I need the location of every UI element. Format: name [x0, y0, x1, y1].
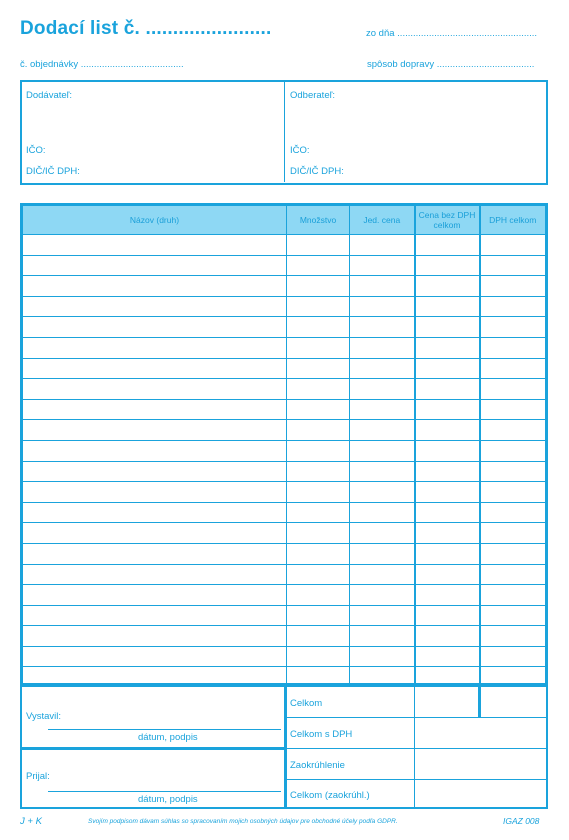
column-header-vat-total: DPH celkom: [480, 206, 546, 235]
received-date-sign-label: dátum, podpis: [138, 794, 198, 805]
table-cell[interactable]: [415, 585, 480, 606]
table-cell[interactable]: [23, 461, 287, 482]
table-cell[interactable]: [23, 255, 287, 276]
issued-date-sign-label: dátum, podpis: [138, 732, 198, 743]
table-cell[interactable]: [287, 482, 350, 503]
table-cell[interactable]: [350, 585, 415, 606]
items-table-box: [20, 203, 548, 685]
table-cell[interactable]: [350, 523, 415, 544]
table-cell[interactable]: [287, 420, 350, 441]
table-cell[interactable]: [480, 337, 546, 358]
table-row: [23, 543, 546, 564]
parties-box: [20, 80, 548, 185]
table-cell[interactable]: [415, 667, 480, 685]
table-row: [23, 461, 546, 482]
table-cell[interactable]: [480, 317, 546, 338]
items-body: [23, 235, 546, 686]
table-cell[interactable]: [23, 543, 287, 564]
customer-label[interactable]: Odberateľ:: [290, 90, 336, 101]
table-cell[interactable]: [480, 667, 546, 685]
table-row: [23, 337, 546, 358]
table-cell[interactable]: [350, 667, 415, 685]
table-cell[interactable]: [480, 482, 546, 503]
column-header-name: Názov (druh): [23, 206, 287, 235]
table-cell[interactable]: [415, 255, 480, 276]
table-cell[interactable]: [23, 482, 287, 503]
table-cell[interactable]: [480, 358, 546, 379]
table-cell[interactable]: [350, 255, 415, 276]
table-row: [23, 276, 546, 297]
total-with-vat-label[interactable]: Celkom s DPH: [290, 729, 353, 740]
table-cell[interactable]: [415, 296, 480, 317]
table-cell[interactable]: [350, 461, 415, 482]
table-cell[interactable]: [287, 379, 350, 400]
table-row: [23, 420, 546, 441]
table-cell[interactable]: [350, 420, 415, 441]
totals-row-line-2: [286, 748, 548, 749]
table-cell[interactable]: [480, 440, 546, 461]
table-cell[interactable]: [287, 235, 350, 256]
table-cell[interactable]: [415, 358, 480, 379]
rounding-label[interactable]: Zaokrúhlenie: [290, 760, 345, 771]
table-cell[interactable]: [350, 296, 415, 317]
table-cell[interactable]: [415, 276, 480, 297]
table-cell[interactable]: [23, 296, 287, 317]
table-cell[interactable]: [350, 235, 415, 256]
table-cell[interactable]: [350, 399, 415, 420]
table-cell[interactable]: [23, 440, 287, 461]
table-cell[interactable]: [350, 543, 415, 564]
table-cell[interactable]: [350, 358, 415, 379]
table-cell[interactable]: [350, 337, 415, 358]
form-code: IGAZ 008: [503, 816, 540, 826]
table-row: [23, 255, 546, 276]
received-signature-line: [48, 791, 281, 792]
customer-dic-label[interactable]: DIČ/IČ DPH:: [290, 166, 344, 177]
footer-box: [20, 685, 548, 809]
table-cell[interactable]: [480, 605, 546, 626]
table-cell[interactable]: [480, 379, 546, 400]
parties-divider: [284, 82, 285, 182]
table-cell[interactable]: [480, 585, 546, 606]
table-cell[interactable]: [350, 646, 415, 667]
table-cell[interactable]: [23, 605, 287, 626]
table-cell[interactable]: [480, 235, 546, 256]
table-cell[interactable]: [480, 255, 546, 276]
table-cell[interactable]: [23, 317, 287, 338]
table-cell[interactable]: [287, 564, 350, 585]
table-cell[interactable]: [480, 296, 546, 317]
table-cell[interactable]: [415, 482, 480, 503]
table-cell[interactable]: [415, 235, 480, 256]
table-cell[interactable]: [23, 585, 287, 606]
table-cell[interactable]: [23, 379, 287, 400]
table-cell[interactable]: [287, 358, 350, 379]
table-cell[interactable]: [23, 420, 287, 441]
table-cell[interactable]: [287, 440, 350, 461]
table-cell[interactable]: [287, 255, 350, 276]
table-cell[interactable]: [480, 461, 546, 482]
table-row: [23, 482, 546, 503]
table-row: [23, 605, 546, 626]
table-cell[interactable]: [287, 337, 350, 358]
table-cell[interactable]: [287, 296, 350, 317]
table-row: [23, 502, 546, 523]
total-label[interactable]: Celkom: [290, 698, 323, 709]
totals-row-line-3: [286, 779, 548, 780]
table-row: [23, 667, 546, 685]
bottom-left-mark: J + K: [20, 816, 42, 827]
table-cell[interactable]: [23, 564, 287, 585]
table-row: [23, 585, 546, 606]
table-row: [23, 399, 546, 420]
table-cell[interactable]: [350, 564, 415, 585]
table-cell[interactable]: [350, 626, 415, 647]
table-cell[interactable]: [350, 482, 415, 503]
table-row: [23, 317, 546, 338]
table-cell[interactable]: [23, 626, 287, 647]
table-cell[interactable]: [350, 605, 415, 626]
table-cell[interactable]: [287, 317, 350, 338]
table-cell[interactable]: [350, 317, 415, 338]
issued-area: [22, 687, 284, 747]
table-cell[interactable]: [415, 461, 480, 482]
table-cell[interactable]: [287, 585, 350, 606]
table-cell[interactable]: [415, 523, 480, 544]
table-row: [23, 358, 546, 379]
vat-total-divider: [478, 687, 481, 717]
column-header-quantity: Množstvo: [287, 206, 350, 235]
received-label[interactable]: Prijal:: [26, 771, 50, 782]
table-row: [23, 296, 546, 317]
rounded-total-label[interactable]: Celkom (zaokrúhl.): [290, 790, 370, 801]
table-cell[interactable]: [415, 564, 480, 585]
table-row: [23, 440, 546, 461]
table-cell[interactable]: [287, 461, 350, 482]
table-cell[interactable]: [480, 564, 546, 585]
table-cell[interactable]: [415, 440, 480, 461]
table-cell[interactable]: [287, 502, 350, 523]
gdpr-consent-text: Svojím podpisom dávam súhlas so spracovaním mojich osobných údajov pre obchodné účely podľa GDPR.: [88, 818, 398, 825]
table-row: [23, 523, 546, 544]
table-cell[interactable]: [287, 605, 350, 626]
table-cell[interactable]: [23, 399, 287, 420]
supplier-ico-label[interactable]: IČO:: [26, 145, 46, 156]
table-cell[interactable]: [287, 646, 350, 667]
table-cell[interactable]: [23, 337, 287, 358]
table-cell[interactable]: [480, 276, 546, 297]
table-cell[interactable]: [480, 523, 546, 544]
items-table: [22, 205, 546, 685]
table-cell[interactable]: [415, 626, 480, 647]
table-row: [23, 626, 546, 647]
table-row: [23, 235, 546, 256]
table-cell[interactable]: [480, 420, 546, 441]
table-cell[interactable]: [23, 523, 287, 544]
table-cell[interactable]: [350, 276, 415, 297]
transport-method-label[interactable]: spôsob dopravy .....................................: [367, 59, 535, 70]
column-header-unit-price: Jed. cena: [350, 206, 415, 235]
table-cell[interactable]: [287, 626, 350, 647]
table-cell[interactable]: [23, 646, 287, 667]
order-number-label[interactable]: č. objednávky .......................................: [20, 59, 184, 70]
customer-ico-label[interactable]: IČO:: [290, 145, 310, 156]
issued-label[interactable]: Vystavil:: [26, 711, 62, 722]
table-cell[interactable]: [480, 626, 546, 647]
table-cell[interactable]: [415, 420, 480, 441]
table-cell[interactable]: [480, 543, 546, 564]
column-header-price-without-vat: Cena bez DPH celkom: [415, 206, 480, 235]
supplier-label[interactable]: Dodávateľ:: [26, 90, 73, 101]
table-cell[interactable]: [480, 646, 546, 667]
table-cell[interactable]: [287, 667, 350, 685]
table-cell[interactable]: [350, 502, 415, 523]
table-cell[interactable]: [415, 317, 480, 338]
document-title: Dodací list č. .......................: [20, 18, 272, 39]
table-cell[interactable]: [287, 523, 350, 544]
table-cell[interactable]: [415, 646, 480, 667]
table-cell[interactable]: [287, 399, 350, 420]
totals-value-divider: [414, 687, 415, 809]
table-cell[interactable]: [350, 440, 415, 461]
totals-row-line-1: [286, 717, 548, 718]
table-cell[interactable]: [415, 543, 480, 564]
table-row: [23, 646, 546, 667]
table-cell[interactable]: [415, 337, 480, 358]
table-cell[interactable]: [350, 379, 415, 400]
table-row: [23, 379, 546, 400]
supplier-dic-label[interactable]: DIČ/IČ DPH:: [26, 166, 80, 177]
table-cell[interactable]: [287, 276, 350, 297]
table-cell[interactable]: [23, 235, 287, 256]
received-area: [22, 749, 284, 809]
table-cell[interactable]: [23, 276, 287, 297]
table-cell[interactable]: [415, 605, 480, 626]
table-cell[interactable]: [287, 543, 350, 564]
table-cell[interactable]: [480, 502, 546, 523]
table-cell[interactable]: [415, 399, 480, 420]
issued-signature-line: [48, 729, 281, 730]
table-cell[interactable]: [415, 379, 480, 400]
table-row: [23, 564, 546, 585]
table-cell[interactable]: [415, 502, 480, 523]
date-field-label[interactable]: zo dňa .....................................................: [366, 28, 538, 39]
table-cell[interactable]: [23, 667, 287, 685]
table-cell[interactable]: [23, 358, 287, 379]
table-cell[interactable]: [480, 399, 546, 420]
table-cell[interactable]: [23, 502, 287, 523]
